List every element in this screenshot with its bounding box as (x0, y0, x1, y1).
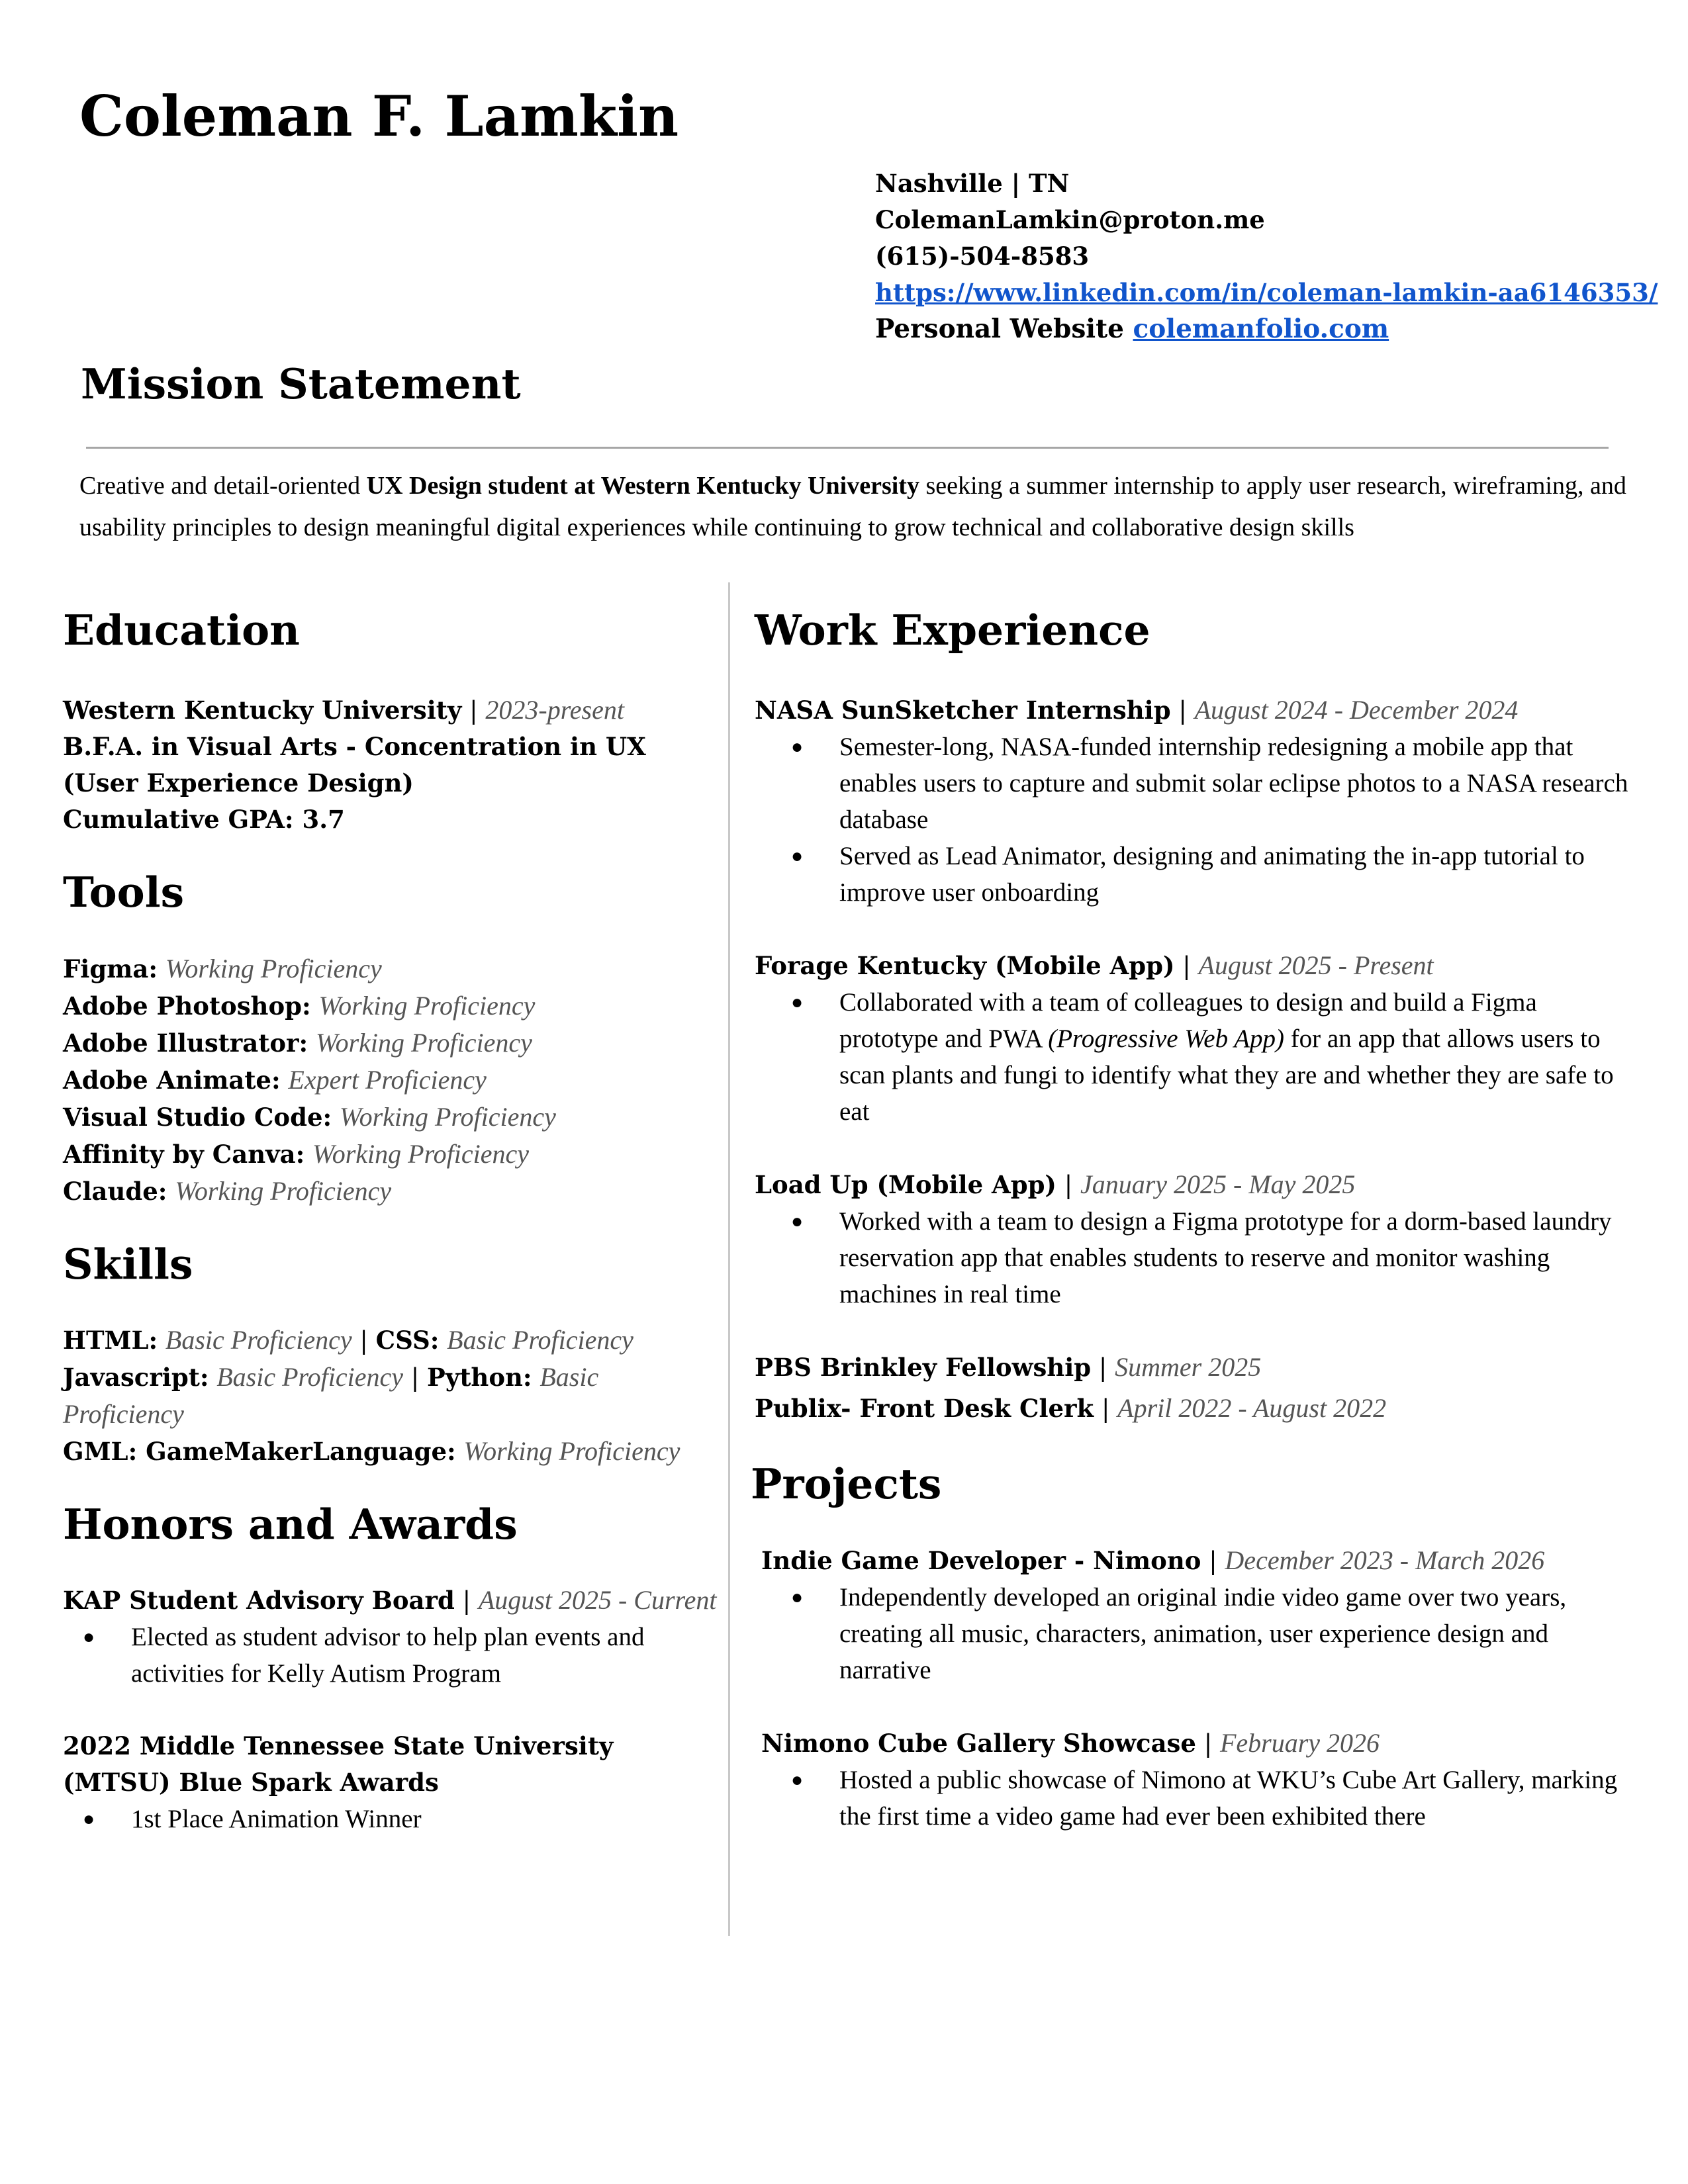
bullet-dot-icon: ● (791, 1768, 804, 1791)
bullet-dot-icon: ● (791, 991, 804, 1014)
work-title-text: PBS Brinkley Fellowship (755, 1353, 1092, 1383)
work-title-line: NASA SunSketcher Internship | August 2024 - December 2024 (755, 695, 1519, 725)
work-bullets (755, 1203, 1628, 1312)
work-title-text: Publix- Front Desk Clerk (755, 1394, 1094, 1424)
bullet-dot-icon: ● (791, 845, 804, 868)
work-dates: August 2025 - Present (1198, 950, 1434, 981)
skills-title: Skills (63, 1239, 193, 1289)
mission-text-post: seeking a summer internship to apply user research, wireframing, and usability principles to design meaningful digital experiences while continuing to grow technical and collaborative design skills (79, 472, 1626, 541)
work-title-line: Publix- Front Desk Clerk | April 2022 - August 2022 (755, 1393, 1387, 1424)
work-dates: April 2022 - August 2022 (1117, 1393, 1387, 1424)
project-title: Indie Game Developer - Nimono (761, 1545, 1201, 1575)
list-item: Claude: Working Proficiency (63, 1175, 392, 1206)
list-item: GML: GameMakerLanguage: Working Proficiency (63, 1435, 680, 1466)
list-item: ● 1st Place Animation Winner (46, 1801, 718, 1837)
honors-title: Honors and Awards (63, 1499, 518, 1549)
project-bullets (755, 1579, 1628, 1688)
contact-phone: (615)-504-8583 (875, 242, 1090, 271)
bullet-dot-icon: ● (791, 1586, 804, 1608)
education-school: Western Kentucky University (63, 696, 462, 725)
education-title: Education (63, 606, 300, 655)
projects-title: Projects (751, 1459, 942, 1509)
mission-text-pre: Creative and detail-oriented (79, 472, 367, 500)
honor-bullets (46, 1801, 718, 1837)
tools-list (63, 950, 718, 1210)
honor-title: KAP Student Advisory Board (63, 1586, 455, 1615)
column-divider (728, 582, 730, 1936)
list-item: ● Semester-long, NASA-funded internship redesigning a mobile app that enables users to capture and submit solar eclipse photos to a NASA research database (755, 729, 1628, 838)
bullet-dot-icon: ● (83, 1808, 95, 1831)
work-bullets (755, 984, 1628, 1130)
bullet-dot-icon: ● (83, 1626, 95, 1649)
right-column (751, 606, 1628, 1835)
project-bullets (755, 1762, 1628, 1835)
bullet-dot-icon: ● (791, 736, 804, 758)
contact-email: ColemanLamkin@proton.me (875, 205, 1265, 234)
education-degree-line2: (User Experience Design) (63, 768, 414, 798)
tools-title: Tools (63, 868, 185, 917)
linkedin-link[interactable]: https://www.linkedin.com/in/coleman-lamkin-aa6146353/ (875, 278, 1658, 307)
work-title-text: Load Up (Mobile App) (755, 1170, 1056, 1200)
work-title-line: PBS Brinkley Fellowship | Summer 2025 (755, 1352, 1262, 1383)
project-title: Nimono Cube Gallery Showcase (761, 1728, 1196, 1758)
list-item: Javascript: Basic Proficiency | Python: Basic Proficiency (63, 1361, 599, 1429)
project-dates: February 2026 (1219, 1727, 1380, 1758)
work-title-text: NASA SunSketcher Internship (755, 696, 1171, 725)
list-item: ● Independently developed an original indie video game over two years, creating all music, characters, animation, user experience design and narrative (755, 1579, 1628, 1688)
education-degree-line1: B.F.A. in Visual Arts - Concentration in UX (63, 732, 646, 762)
honor-bullets (46, 1619, 718, 1692)
project-title-line: Nimono Cube Gallery Showcase | February 2026 (761, 1727, 1380, 1758)
work-title-line: Forage Kentucky (Mobile App) | August 2025 - Present (755, 950, 1434, 981)
list-item: ● Worked with a team to design a Figma prototype for a dorm-based laundry reservation app that enables students to reserve and monitor washing machines in real time (755, 1203, 1628, 1312)
list-item: Adobe Animate: Expert Proficiency (63, 1064, 487, 1095)
honor-title-line: KAP Student Advisory Board | August 2025 - Current (63, 1585, 717, 1615)
work-dates: January 2025 - May 2025 (1080, 1169, 1356, 1200)
list-item: Figma: Working Proficiency (63, 953, 382, 983)
website-label: Personal Website (875, 314, 1124, 344)
list-item: HTML: Basic Proficiency | CSS: Basic Proficiency (63, 1324, 633, 1355)
mission-title: Mission Statement (81, 359, 521, 408)
education-dates: 2023-present (485, 695, 624, 725)
skills-list (63, 1322, 718, 1470)
project-title-line: Indie Game Developer - Nimono | December 2023 - March 2026 (761, 1545, 1545, 1575)
list-item: Adobe Illustrator: Working Proficiency (63, 1027, 532, 1058)
bullet-dot-icon: ● (791, 1210, 804, 1233)
list-item: ● Hosted a public showcase of Nimono at WKU’s Cube Art Gallery, marking the first time a video game had ever been exhibited there (755, 1762, 1628, 1835)
left-column (63, 608, 718, 1837)
honor-title: 2022 Middle Tennessee State University (MTSU) Blue Spark Awards (63, 1731, 614, 1797)
contact-block (875, 165, 1658, 347)
list-item: ● Elected as student advisor to help plan events and activities for Kelly Autism Program (46, 1619, 718, 1692)
list-item: ● Collaborated with a team of colleagues to design and build a Figma prototype and PWA (Progressive Web App) for an app that allows users to scan plants and fungi to identify what they are and whether they are safe to eat (755, 984, 1628, 1130)
list-item: ● Served as Lead Animator, designing and animating the in-app tutorial to improve user onboarding (755, 838, 1628, 911)
separator: | (469, 696, 478, 725)
work-dates: Summer 2025 (1115, 1352, 1262, 1383)
mission-text-bold: UX Design student at Western Kentucky University (366, 472, 919, 500)
list-item: Visual Studio Code: Working Proficiency (63, 1101, 556, 1132)
list-item: Affinity by Canva: Working Proficiency (63, 1138, 529, 1169)
work-title-text: Forage Kentucky (Mobile App) (755, 951, 1175, 981)
mission-text (79, 465, 1628, 549)
work-dates: August 2024 - December 2024 (1194, 695, 1519, 725)
work-title-line: Load Up (Mobile App) | January 2025 - May 2025 (755, 1169, 1356, 1200)
mission-divider (86, 447, 1609, 449)
contact-location: Nashville | TN (875, 169, 1070, 198)
education-gpa: Cumulative GPA: 3.7 (63, 805, 345, 835)
work-bullets (755, 729, 1628, 911)
candidate-name: Coleman F. Lamkin (79, 83, 679, 149)
honor-dates: August 2025 - Current (478, 1585, 717, 1615)
list-item: Adobe Photoshop: Working Proficiency (63, 990, 536, 1021)
work-title: Work Experience (755, 606, 1150, 655)
project-dates: December 2023 - March 2026 (1225, 1545, 1545, 1575)
education-school-line (63, 692, 718, 729)
website-link[interactable]: colemanfolio.com (1133, 314, 1389, 344)
